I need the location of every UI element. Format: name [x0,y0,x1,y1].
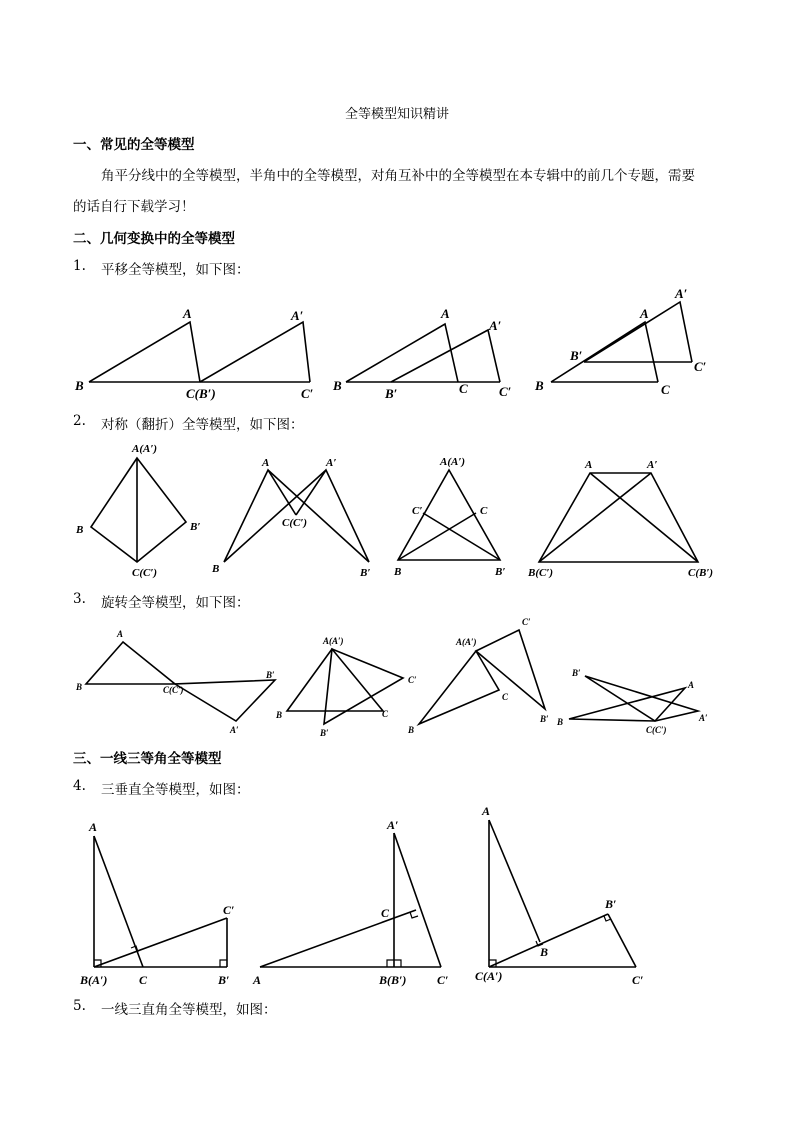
label: A [441,306,450,321]
translation-figure-2 [346,324,500,382]
label: A [262,457,270,469]
label: B′ [266,670,275,680]
label: B [540,945,549,959]
label: B′ [190,521,201,533]
label: C′ [301,386,314,401]
label: A [183,306,192,321]
item-text-2: 对称（翻折）全等模型，如下图： [101,417,304,433]
label: C′ [522,617,531,627]
label: B′ [218,973,230,987]
label: A′ [489,318,502,333]
label: B′ [605,897,617,911]
label: B′ [540,714,549,724]
section-heading-3: 三、一线三等角全等模型 [73,751,222,767]
perpendicular-figure-3 [489,820,636,967]
label: B′ [495,566,506,578]
label: C(C′) [646,725,667,735]
paragraph-line-2: 的话自行下载学习！ [73,199,195,215]
label: C(B′) [186,386,216,401]
paragraph-line-1: 角平分线中的全等模型，半角中的全等模型，对角互补中的全等模型在本专辑中的前几个专题，需要 [101,168,695,184]
label: A′ [647,459,658,471]
label: B [557,717,564,727]
label: A′ [326,457,337,469]
label: B′ [320,728,329,738]
label: C′ [694,359,707,374]
label: C(B′) [688,567,714,579]
label: B [333,378,342,393]
item-number-5: 5. [73,998,86,1014]
label: B′ [572,668,581,678]
label: B [394,566,402,578]
section-heading-2: 二、几何变换中的全等模型 [73,231,235,247]
label: C(C′) [163,685,184,695]
label: B [76,682,83,692]
perpendicular-figure-1 [94,836,227,967]
label: A′ [387,818,399,832]
label: B(B′) [379,973,407,987]
label: C′ [412,505,423,517]
label: A(A′) [132,443,158,455]
label: B [408,725,415,735]
section-heading-1: 一、常见的全等模型 [73,137,195,153]
label: B′ [570,348,583,363]
label: C′ [632,973,644,987]
rotation-figure-4 [569,676,698,721]
label: B [76,524,84,536]
label: C [661,382,670,397]
item-number-3: 3. [73,591,86,607]
item-text-3: 旋转全等模型，如下图： [101,595,250,611]
label: A(A′) [440,456,466,468]
item-number-2: 2. [73,413,86,429]
translation-figure-1 [89,322,310,382]
symmetry-figure-2 [224,470,369,562]
translation-figure-3 [551,302,692,382]
label: A [585,459,593,471]
label: C [382,709,389,719]
label: C(A′) [475,969,503,983]
label: B(C′) [528,567,554,579]
label: A [482,804,491,818]
label: C [502,692,509,702]
item-number-1: 1. [73,258,86,274]
label: B [276,710,283,720]
label: C′ [437,973,449,987]
label: C(C′) [282,517,308,529]
label: A [640,306,649,321]
label: A′ [230,725,239,735]
item-number-4: 4. [73,778,86,794]
label: C′ [408,675,417,685]
label: A [117,629,124,639]
symmetry-figure-1 [91,458,186,562]
label: B [212,563,220,575]
label: B(A′) [80,973,108,987]
label: B′ [385,386,398,401]
label: A [253,973,262,987]
item-text-4: 三垂直全等模型，如图： [101,782,250,798]
label: A′ [675,286,688,301]
label: C [381,906,390,920]
label: C′ [223,903,235,917]
label: A(A′) [323,636,344,646]
rotation-figure-3 [419,630,545,724]
item-text-1: 平移全等模型，如下图： [101,262,250,278]
label: A [688,680,695,690]
label: A [89,820,98,834]
label: B [75,378,84,393]
rotation-figure-1 [86,642,275,721]
symmetry-figure-4 [539,473,698,562]
item-text-5: 一线三直角全等模型，如图： [101,1002,277,1018]
label: B [535,378,544,393]
label: B′ [360,567,371,579]
label: C(C′) [132,567,158,579]
label: C [459,381,468,396]
label: A′ [699,713,708,723]
label: A′ [291,308,304,323]
label: C [480,505,488,517]
label: A(A′) [456,637,477,647]
perpendicular-figure-2 [260,833,441,967]
page-title: 全等模型知识精讲 [344,107,449,122]
label: C [139,973,148,987]
label: C′ [499,384,512,399]
